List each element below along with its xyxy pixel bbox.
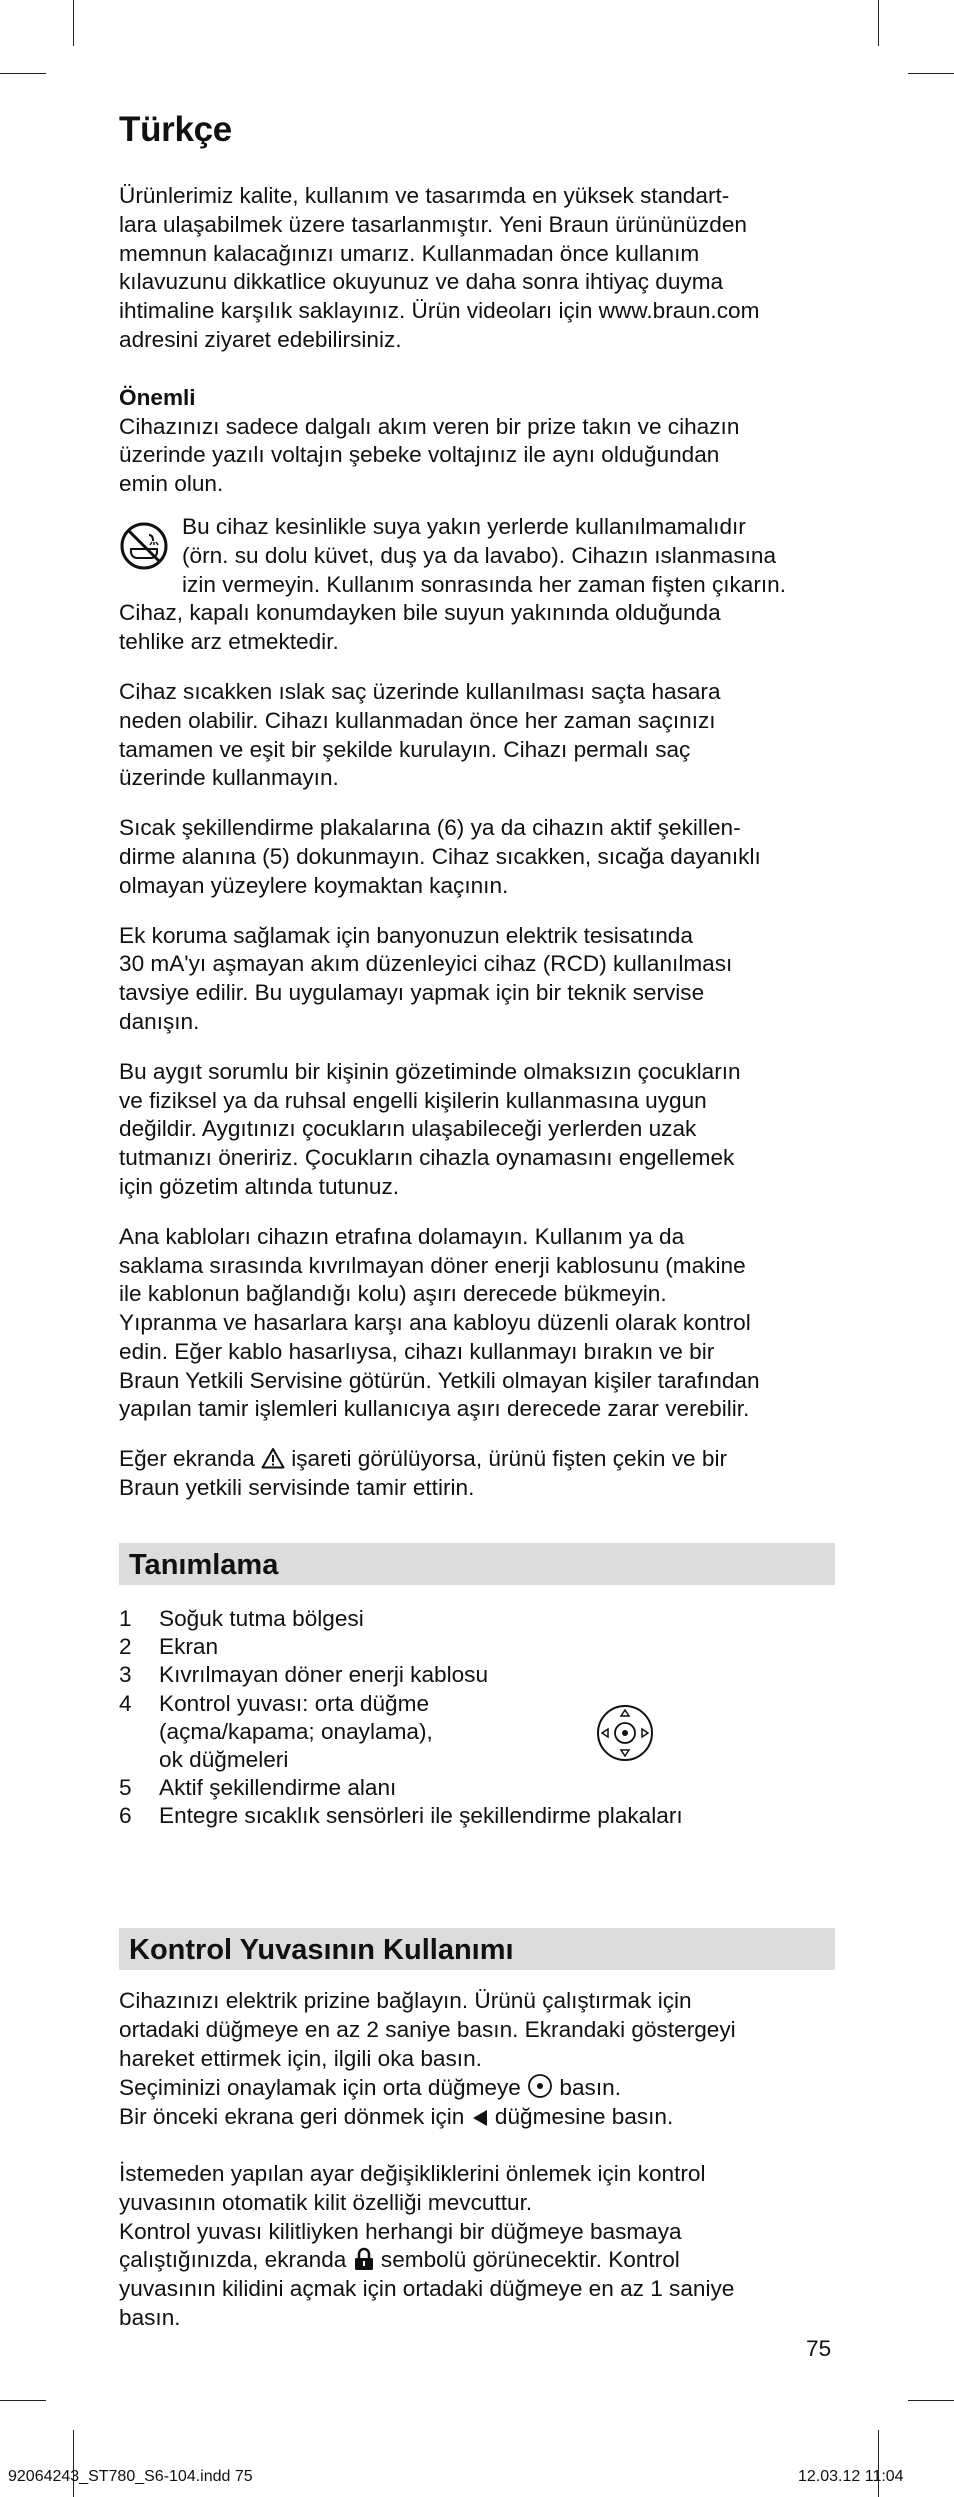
text-line: İstemeden yapılan ayar değişikliklerini önlemek için kontrol [119, 2160, 706, 2186]
text-fragment: işareti görülüyorsa, ürünü fişten çekin ve bir [291, 1446, 727, 1472]
text-line: Bu aygıt sorumlu bir kişinin gözetiminde olmaksızın çocukların [119, 1058, 741, 1084]
text-fragment: Eğer ekranda [119, 1446, 255, 1472]
item-number: 1 [119, 1606, 132, 1631]
crop-mark [0, 2400, 46, 2401]
item-text: Kontrol yuvası: orta düğme [159, 1690, 430, 1716]
paragraph-lock [119, 2160, 835, 2333]
text-line: değildir. Aygıtınızı çocukların ulaşabileceği yerlerden uzak [119, 1116, 697, 1142]
page-title: Türkçe [119, 110, 232, 149]
text-line [119, 2103, 835, 2132]
item-text: Aktif şekillendirme alanı [159, 1775, 397, 1801]
section-header-kontrol-yuvasi [119, 1928, 835, 1970]
item-text: ok düğmeleri [159, 1747, 289, 1773]
back-arrow-icon [471, 2108, 489, 2128]
text-line: ile kablonun bağlandığı kolu) aşırı derecede bükmeyin. [119, 1281, 667, 1307]
footer-date-time: 12.03.12 11:04 [798, 2468, 904, 2485]
section-title: Kontrol Yuvasının Kullanımı [129, 1934, 514, 1966]
intro-paragraph [119, 182, 835, 355]
text-fragment: Bir önceki ekrana geri dönmek için [119, 2104, 465, 2130]
text-line: yuvasının otomatik kilit özelliği mevcuttur. [119, 2189, 533, 2215]
text-fragment: Seçiminizi onaylamak için orta düğmeye [119, 2075, 521, 2101]
warning-triangle-icon [261, 1447, 285, 1469]
text-line: basın. [119, 2304, 181, 2330]
text-line: (örn. su dolu küvet, duş ya da lavabo). Cihazın ıslanmasına [182, 542, 777, 568]
crop-mark [73, 0, 74, 46]
text-line: tavsiye edilir. Bu uygulamayı yapmak için bir teknik servise [119, 980, 705, 1006]
crop-mark [908, 73, 954, 74]
text-line: üzerinde kullanmayın. [119, 765, 339, 791]
water-warning [119, 513, 835, 599]
footer-file-info: 92064243_ST780_S6-104.indd 75 [8, 2468, 253, 2485]
text-line: Cihazınızı elektrik prizine bağlayın. Ürünü çalıştırmak için [119, 1988, 692, 2013]
text-line: hareket ettirmek için, ilgili oka basın. [119, 2045, 482, 2071]
text-line: yapılan tamir işlemleri kullanıcıya aşırı derecede zarar verebilir. [119, 1396, 750, 1422]
text-line: ihtimaline karşılık saklayınız. Ürün videoları için www.braun.com [119, 298, 760, 324]
item-text: Entegre sıcaklık sensörleri ile şekillendirme plakaları [159, 1803, 683, 1829]
text-fragment: düğmesine basın. [494, 2104, 674, 2130]
text-fragment: basın. [559, 2075, 621, 2101]
list-item [119, 1802, 835, 1830]
text-line: Cihaz, kapalı konumdayken bile suyun yakınında olduğunda [119, 600, 721, 626]
paragraph-hot-plates [119, 814, 835, 900]
control-usage-text [119, 1987, 835, 2333]
crop-mark [878, 2430, 879, 2497]
paragraph-wet-hair [119, 678, 835, 793]
important-heading: Önemli [119, 384, 196, 410]
list-item [119, 1774, 835, 1802]
paragraph-rcd [119, 922, 835, 1037]
text-line: Sıcak şekillendirme plakalarına (6) ya da cihazın aktif şekillen- [119, 815, 741, 841]
item-number: 4 [119, 1690, 132, 1716]
no-water-bath-icon [119, 521, 169, 571]
text-line: Ürünlerimiz kalite, kullanım ve tasarımda en yüksek standart- [119, 183, 730, 208]
list-item [119, 1633, 835, 1661]
text-fragment: sembolü görünecektir. Kontrol [380, 2247, 680, 2273]
control-pad-icon [595, 1703, 655, 1763]
text-line: edin. Eğer kablo hasarlıysa, cihazı kullanmayı bırakın ve bir [119, 1338, 715, 1364]
item-text: Ekran [159, 1634, 219, 1660]
text-line: memnun kalacağınızı umarız. Kullanmadan önce kullanım [119, 240, 700, 266]
text-line: adresini ziyaret edebilirsiniz. [119, 326, 402, 352]
text-line: Braun Yetkili Servisine götürün. Yetkili olmayan kişiler tarafından [119, 1367, 760, 1393]
text-line: tamamen ve eşit bir şekilde kurulayın. Cihazı permalı saç [119, 736, 691, 762]
text-line: Cihaz sıcakken ıslak saç üzerinde kullanılması saçta hasara [119, 678, 721, 704]
text-line: olmayan yüzeylere koymaktan kaçının. [119, 872, 509, 898]
paragraph-children [119, 1058, 835, 1202]
item-number: 5 [119, 1775, 132, 1801]
paragraph-usage [119, 1987, 835, 2132]
text-line: tehlike arz etmektedir. [119, 629, 339, 655]
text-line [119, 2246, 835, 2275]
text-line: saklama sırasında kıvrılmayan döner enerji kablosunu (makine [119, 1252, 746, 1278]
text-line: ve fiziksel ya da ruhsal engelli kişilerin kullanmasına uygun [119, 1087, 707, 1113]
list-item [119, 1661, 835, 1689]
list-item [119, 1690, 835, 1775]
page-number: 75 [806, 2336, 832, 2361]
text-line: emin olun. [119, 471, 224, 497]
list-item [119, 1605, 835, 1633]
text-line: tutmanızı öneririz. Çocukların cihazla oynamasını engellemek [119, 1145, 735, 1171]
item-text: (açma/kapama; onaylama), [159, 1718, 433, 1744]
crop-mark [0, 73, 46, 74]
text-line: Cihazınızı sadece dalgalı akım veren bir prize takın ve cihazın [119, 413, 740, 439]
item-number: 6 [119, 1803, 132, 1829]
text-line: Braun yetkili servisinde tamir ettirin. [119, 1475, 475, 1501]
crop-mark [878, 0, 879, 46]
item-number: 2 [119, 1634, 132, 1660]
text-line: izin vermeyin. Kullanım sonrasında her zaman fişten çıkarın. [182, 571, 787, 597]
text-line: lara ulaşabilmek üzere tasarlanmıştır. Yeni Braun ürününüzden [119, 211, 747, 237]
text-line: Bu cihaz kesinlikle suya yakın yerlerde kullanılmamalıdır [182, 513, 746, 539]
text-line: dirme alanına (5) dokunmayın. Cihaz sıcakken, sıcağa dayanıklı [119, 843, 761, 869]
text-line [119, 2073, 835, 2103]
water-warning-after [119, 599, 835, 657]
lock-icon [353, 2247, 375, 2271]
paragraph-cable [119, 1223, 835, 1425]
crop-mark [73, 2430, 74, 2497]
text-line: danışın. [119, 1008, 200, 1034]
text-fragment: çalıştığınızda, ekranda [119, 2247, 347, 2273]
item-number: 3 [119, 1662, 132, 1688]
text-line: Ana kabloları cihazın etrafına dolamayın. Kullanım ya da [119, 1223, 685, 1249]
center-button-icon [527, 2073, 553, 2099]
text-line: üzerinde yazılı voltajın şebeke voltajınız ile aynı olduğundan [119, 442, 720, 468]
text-line: 30 mA'yı aşmayan akım düzenleyici cihaz (RCD) kullanılması [119, 951, 733, 977]
crop-mark [908, 2400, 954, 2401]
parts-list [119, 1605, 835, 1831]
text-line: neden olabilir. Cihazı kullanmadan önce her zaman saçınızı [119, 707, 716, 733]
text-line: Ek koruma sağlamak için banyonuzun elektrik tesisatında [119, 922, 693, 948]
paragraph-display-warning [119, 1445, 835, 1503]
text-line: Kontrol yuvası kilitliyken herhangi bir düğmeye basmaya [119, 2218, 682, 2244]
text-line [119, 1445, 835, 1474]
text-line: ortadaki düğmeye en az 2 saniye basın. Ekrandaki göstergeyi [119, 2016, 736, 2042]
main-text-column [119, 182, 835, 1524]
text-line: için gözetim altında tutunuz. [119, 1173, 400, 1199]
text-line: kılavuzunu dikkatlice okuyunuz ve daha sonra ihtiyaç duyma [119, 269, 724, 295]
section-title: Tanımlama [129, 1549, 279, 1581]
text-line: Yıpranma ve hasarlara karşı ana kabloyu düzenli olarak kontrol [119, 1310, 751, 1336]
section-header-tanimlama [119, 1543, 835, 1585]
item-text: Kıvrılmayan döner enerji kablosu [159, 1662, 489, 1688]
item-text: Soğuk tutma bölgesi [159, 1606, 364, 1631]
important-paragraph [119, 413, 835, 499]
text-line: yuvasının kilidini açmak için ortadaki düğmeye en az 1 saniye [119, 2276, 735, 2302]
